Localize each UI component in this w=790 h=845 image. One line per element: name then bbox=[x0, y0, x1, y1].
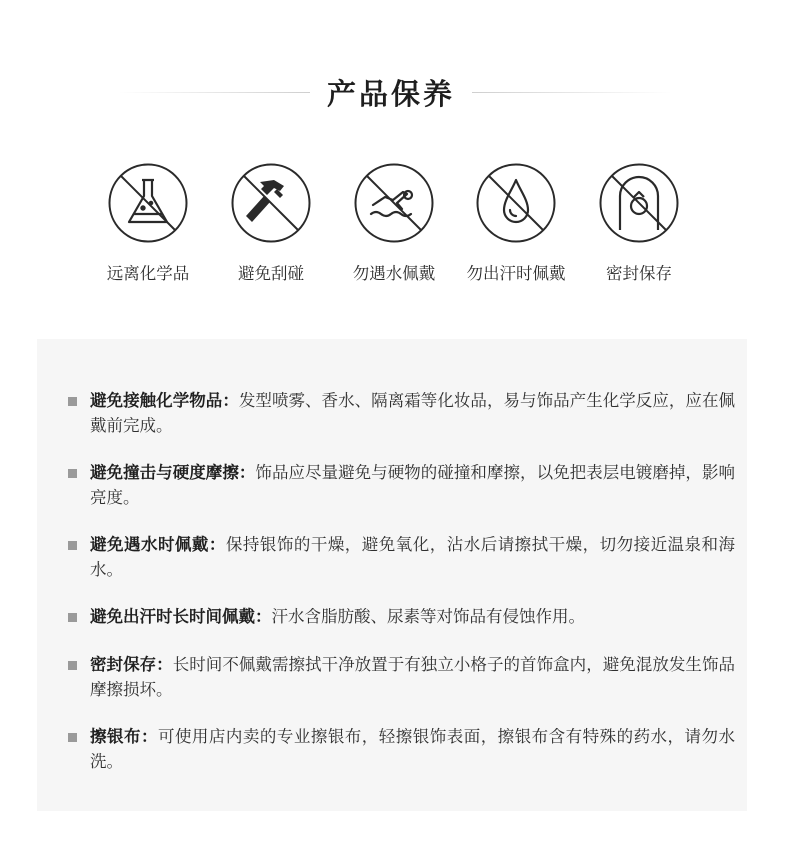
no-impact-icon bbox=[230, 162, 312, 244]
section-header bbox=[0, 70, 790, 114]
care-item-text: 长时间不佩戴需擦拭干净放置于有独立小格子的首饰盒内，避免混放发生饰品摩擦损坏。 bbox=[90, 655, 736, 699]
care-icon-item bbox=[93, 162, 203, 292]
header-divider-left bbox=[118, 92, 310, 93]
care-item bbox=[70, 532, 735, 582]
bullet-marker bbox=[68, 733, 77, 742]
care-item-heading: 避免撞击与硬度摩擦： bbox=[90, 463, 256, 482]
care-icon-item bbox=[216, 162, 326, 292]
care-item-text: 饰品应尽量避免与硬物的碰撞和摩擦，以免把表层电镀磨掉，影响亮度。 bbox=[90, 463, 736, 507]
care-icon-item bbox=[339, 162, 449, 292]
care-icon-item bbox=[461, 162, 571, 292]
no-swimming-icon bbox=[353, 162, 435, 244]
icon-label: 远离化学品 bbox=[106, 264, 190, 283]
care-item-heading: 避免遇水时佩戴： bbox=[90, 535, 226, 554]
no-chemicals-icon bbox=[107, 162, 189, 244]
bullet-marker bbox=[68, 469, 77, 478]
icon-label: 密封保存 bbox=[606, 264, 672, 283]
icon-label: 勿出汗时佩戴 bbox=[466, 264, 566, 283]
care-item bbox=[70, 724, 735, 774]
care-item bbox=[70, 604, 735, 629]
bullet-marker bbox=[68, 397, 77, 406]
care-item-heading: 擦银布： bbox=[90, 727, 158, 746]
bullet-marker bbox=[68, 661, 77, 670]
bullet-marker bbox=[68, 541, 77, 550]
section-title: 产品保养 bbox=[326, 77, 455, 111]
sealed-storage-icon bbox=[598, 162, 680, 244]
care-item bbox=[70, 460, 735, 510]
icon-label: 勿遇水佩戴 bbox=[352, 264, 436, 283]
care-item-text: 汗水含脂肪酸、尿素等对饰品有侵蚀作用。 bbox=[271, 607, 585, 626]
care-item-heading: 避免接触化学物品： bbox=[90, 391, 239, 410]
care-icons-row bbox=[0, 162, 790, 292]
icon-label: 避免刮碰 bbox=[238, 264, 304, 283]
care-item-text: 可使用店内卖的专业擦银布，轻擦银饰表面，擦银布含有特殊的药水，请勿水洗。 bbox=[90, 727, 736, 771]
care-item-heading: 避免出汗时长时间佩戴： bbox=[90, 607, 272, 626]
bullet-marker bbox=[68, 613, 77, 622]
care-item-text: 发型喷雾、香水、隔离霜等化妆品，易与饰品产生化学反应，应在佩戴前完成。 bbox=[90, 391, 736, 435]
care-item-text: 保持银饰的干燥，避免氧化，沾水后请擦拭干燥，切勿接近温泉和海水。 bbox=[90, 535, 736, 579]
care-item bbox=[70, 652, 735, 702]
care-item bbox=[70, 388, 735, 438]
care-item-heading: 密封保存： bbox=[90, 655, 173, 674]
header-divider-right bbox=[472, 92, 672, 93]
no-sweat-icon bbox=[475, 162, 557, 244]
care-icon-item bbox=[584, 162, 694, 292]
